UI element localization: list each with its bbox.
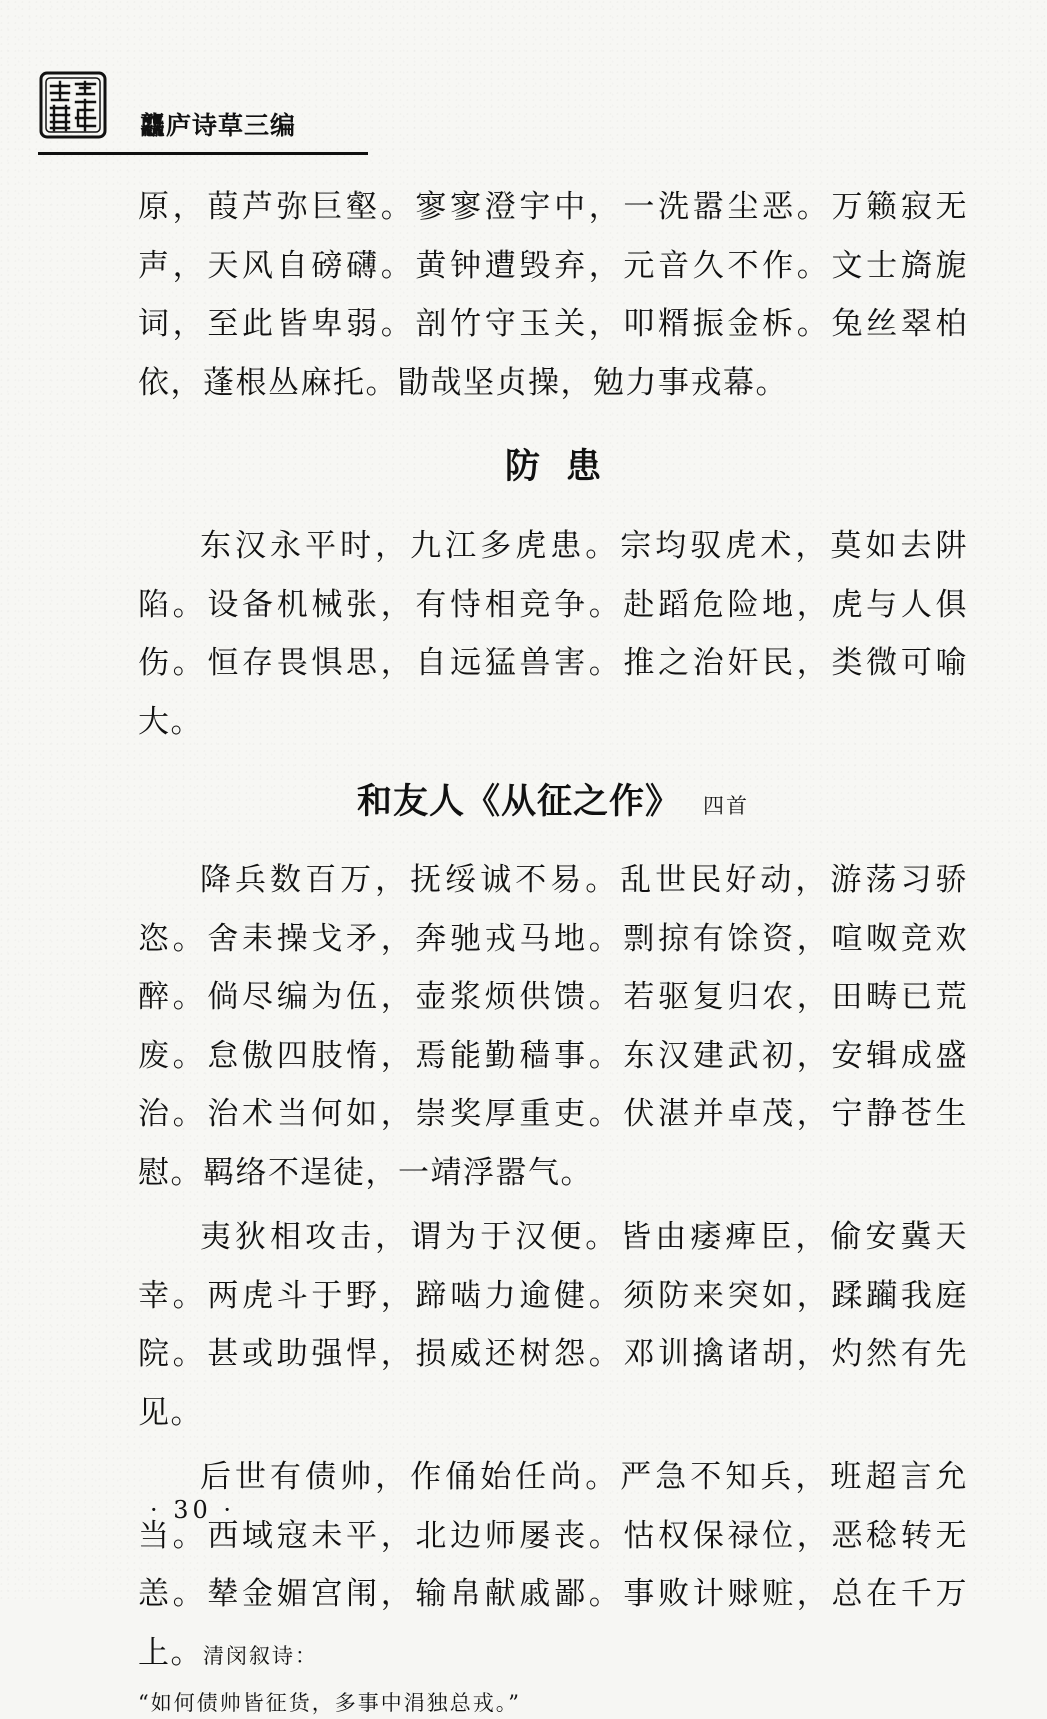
section-paragraph-fanghuan: 东汉永平时，九江多虎患。宗均驭虎术，莫如去阱陷。设备机械张，有恃相竞争。赴蹈危险地，虎与人俱伤。恒存畏惧思，自远猛兽害。推之治奸民，类微可喻大。 — [138, 528, 968, 740]
running-title: 龘庐诗草三编 — [140, 111, 297, 140]
poem-2: 夷狄相攻击，谓为于汉便。皆由痿痺臣，偷安冀天幸。两虎斗于野，蹄啮力逾健。须防来突如，蹂躏我庭院。甚或助强悍，损威还树怨。邓训擒诸胡，灼然有先见。 — [138, 1219, 968, 1431]
page-number: · 30 · — [150, 1496, 236, 1524]
section-title-fanghuan: 防患 — [504, 446, 627, 487]
poem-3-text: 后世有债帅，作俑始任尚。严急不知兵，班超言允当。西域寇未平，北边师屡丧。怙权保禄位，恶稔转无恙。辇金媚宫闱，输帛献戚鄙。事败计赇赃，总在千万上。 — [138, 1459, 968, 1671]
section-title-text: 和友人《从征之作》 — [356, 781, 681, 822]
poem-3 — [138, 1448, 968, 1685]
continued-paragraph: 原，葭芦弥巨壑。寥寥澄宇中，一洗嚣尘恶。万籁寂无声，天风自磅礴。黄钟遭毁弃，元音久不作。文士旖旎词，至此皆卑弱。剖竹守玉关，叩糈振金柝。兔丝翠柏依，蓬根丛麻托。勖哉坚贞操，勉力事戎幕。 — [138, 189, 968, 401]
header-rule — [38, 152, 368, 155]
section-subtitle: 四首 — [703, 794, 749, 818]
poem-3-quote: “如何债帅皆征货，多事中涓独总戎。” — [138, 1691, 521, 1715]
poem-3-note: 清闵叙诗： — [203, 1643, 318, 1668]
poem-1: 降兵数百万，抚绥诚不易。乱世民好动，游荡习骄恣。舍耒操戈矛，奔驰戎马地。剽掠有馀资，喧呶竞欢醉。倘尽编为伍，壶浆烦供馈。若驱复归农，田畴已荒废。怠傲四肢惰，焉能勤穑事。东汉建武初，安辑成盛治。治术当何如，崇奖厚重吏。伏湛并卓茂，宁静苍生慰。羁络不逞徒，一靖浮嚣气。 — [138, 862, 968, 1191]
section-title-heyouren — [138, 777, 968, 831]
seal-stamp-icon — [38, 70, 108, 140]
page-header — [38, 66, 368, 156]
page-content — [138, 178, 968, 1719]
